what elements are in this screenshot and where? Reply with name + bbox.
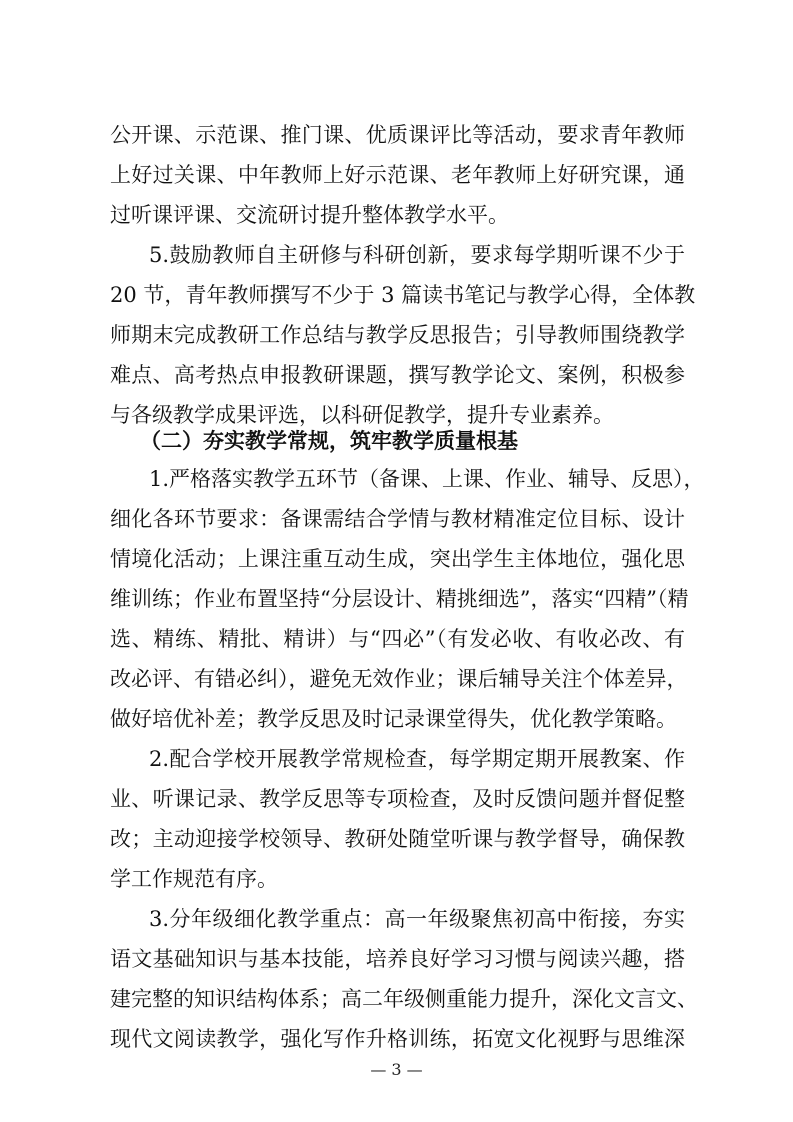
text-line: 做好培优补差；教学反思及时记录课堂得失，优化教学策略。 <box>110 707 677 731</box>
text-line: 建完整的知识结构体系；高二年级侧重能力提升，深化文言文、 <box>110 987 698 1011</box>
text-line: 业、听课记录、教学反思等专项检查，及时反馈问题并督促整 <box>110 787 685 811</box>
text-line: 2.配合学校开展教学常规检查，每学期定期开展教案、作 <box>149 747 685 771</box>
text-line: 现代文阅读教学，强化写作升格训练，拓宽文化视野与思维深 <box>110 1027 685 1051</box>
text-line: 与各级教学成果评选，以科研促教学，提升专业素养。 <box>110 403 614 427</box>
text-line: 情境化活动；上课注重互动生成，突出学生主体地位，强化思 <box>110 547 685 571</box>
text-line: 维训练；作业布置坚持“分层设计、精挑细选”，落实“四精”（精 <box>110 587 689 611</box>
text-line: 3.分年级细化教学重点：高一年级聚焦初高中衔接，夯实 <box>149 907 685 931</box>
text-line: 细化各环节要求：备课需结合学情与教材精准定位目标、设计 <box>110 507 685 531</box>
text-line: 语文基础知识与基本技能，培养良好学习习惯与阅读兴趣，搭 <box>110 947 685 971</box>
text-line: 1.严格落实教学五环节（备课、上课、作业、辅导、反思）， <box>149 467 705 491</box>
text-line: 师期末完成教研工作总结与教学反思报告；引导教师围绕教学 <box>110 323 685 347</box>
text-line: 公开课、示范课、推门课、优质课评比等活动，要求青年教师 <box>110 123 685 147</box>
text-line: 过听课评课、交流研讨提升整体教学水平。 <box>110 203 509 227</box>
text-line: 改；主动迎接学校领导、教研处随堂听课与教学督导，确保教 <box>110 827 685 851</box>
text-line: 5.鼓励教师自主研修与科研创新，要求每学期听课不少于 <box>149 243 685 267</box>
text-line: 选、精练、精批、精讲）与“四必”（有发必收、有收必改、有 <box>110 627 685 651</box>
section-heading: （二）夯实教学常规，筑牢教学质量根基 <box>140 428 518 453</box>
page-number: — 3 — <box>370 1060 423 1079</box>
text-line: 改必评、有错必纠），避免无效作业；课后辅导关注个体差异， <box>110 667 688 691</box>
text-line: 上好过关课、中年教师上好示范课、老年教师上好研究课，通 <box>110 163 685 187</box>
text-line: 20 节，青年教师撰写不少于 3 篇读书笔记与教学心得，全体教 <box>110 283 696 307</box>
text-line: 难点、高考热点申报教研课题，撰写教学论文、案例，积极参 <box>110 363 685 387</box>
text-line: 学工作规范有序。 <box>110 867 278 891</box>
